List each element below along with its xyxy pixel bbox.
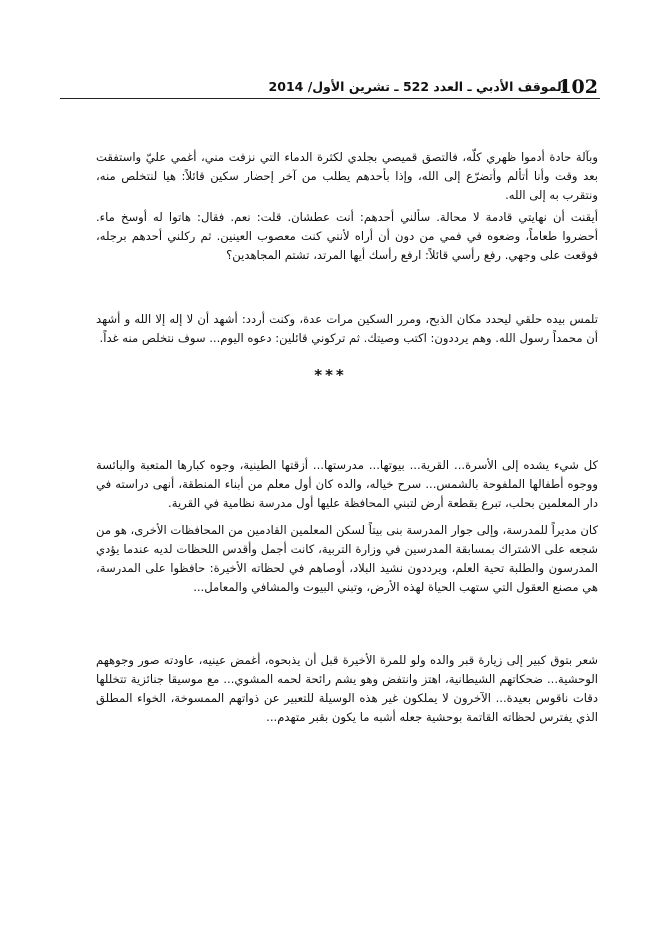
paragraph-text: شعر بتوق كبير إلى زيارة قبر والده ولو للمرة الأخيرة قبل أن يذبحوه، أغمض عينيه، عاودته صور وجوههم الوحشية... ضحكاتهم الشيطانية، اهتز وانتفض وهو يشم رائحة لحمه المشوي... مع موسيقا جنائزية تتخللها دقات ناقوس بعيدة... الآخرون لا يملكون غير هذه الوسيلة للتعبير عن ذواتهم الممسوخة، الخواء المطلق الذي يفترس لحظاته القاتمة بوحشية جعله أشبه ما يكون بقبر متهدم... [96, 653, 598, 724]
paragraph [96, 521, 598, 597]
header-rule [60, 98, 600, 99]
paragraph-text: كل شيء يشده إلى الأسرة... القرية... بيوتها... مدرستها... أزقتها الطينية، وجوه كبارها المتعبة والبائسة ووجوه أطفالها الملفوحة بالشمس... سرح خياله، والده كان أول معلم من أبناء المنطقة، أنهى دراسته في دار المعلمين بحلب، تبرع بقطعة أرض لتبني المحافظة عليها أول مدرسة نظامية في القرية. [96, 458, 598, 510]
paragraph-text: تلمس بيده حلقي ليحدد مكان الذبح، ومرر السكين مرات عدة، وكنت أردد: أشهد أن لا إله إلا الله و أشهد أن محمداً رسول الله. وهم يرددون: اكتب وصيتك. ثم تركوني قائلين: دعوه اليوم... سوف نتخلص منه غداً. [96, 312, 598, 345]
paragraph-text: كان مديراً للمدرسة، وإلى جوار المدرسة بنى بيتاً لسكن المعلمين القادمين من المحافظات الأخرى، هو من شجعه على الاشتراك بمسابقة المدرسين في وزارة التربية، كانت أجمل وأقدس اللحظات لديه عندما يؤدي المدرسون والطلبة تحية العلم، ويرددون نشيد البلاد، أوصاهم في لحظاته الأخيرة: حافظوا على المدرسة، هي مصنع العقول التي ستهب الحياة لهذه الأرض، وتبني البيوت والمشافي والمعامل... [96, 523, 598, 594]
paragraph [96, 148, 598, 205]
paragraph-text: وبآلة حادة أدموا ظهري كلّه، فالتصق قميصي بجلدي لكثرة الدماء التي نزفت مني، أغمي عليّ واستفقت بعد وقت وأنا أتألم وأتضرّع إلى الله، وإذا بأحدهم يطلب من آخر إحضار سكين قائلاً: هيا لنتخلص منه، ونتقرب به إلى الله. [96, 150, 598, 202]
page-header [60, 76, 600, 98]
page-number: 102 [558, 76, 598, 98]
section-separator: *** [314, 366, 347, 384]
paragraph-text: أيقنت أن نهايتي قادمة لا محالة. سألني أحدهم: أنت عطشان. قلت: نعم. فقال: هاتوا له أوسخ ماء. أحضروا طعاماً، وضعوه في فمي من دون أن أراه لأنني كنت معصوب العينين. ثم ركلني أحدهم برجله، فوقعت على وجهي. رفع رأسي قائلاً: ارفع رأسك أيها المرتد، تشتم المجاهدين؟ [96, 210, 598, 262]
paragraph [96, 651, 598, 727]
running-title: الموقف الأدبي ـ العدد 522 ـ تشرين الأول/ 2014 [268, 79, 566, 94]
paragraph [96, 456, 598, 513]
paragraph [96, 208, 598, 265]
paragraph [96, 310, 598, 348]
